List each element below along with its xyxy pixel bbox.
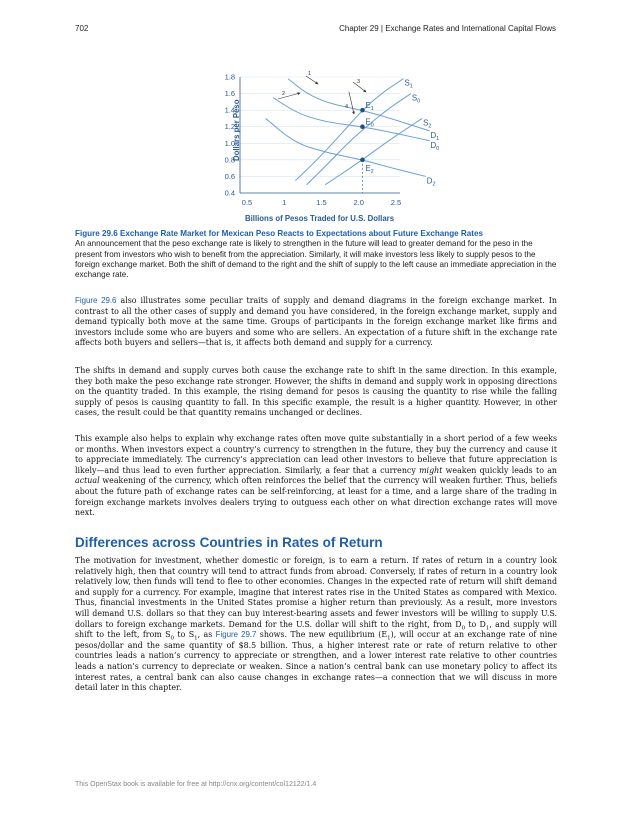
p4-d: to S (174, 630, 195, 640)
p4-f: shows. The new equilibrium (E (256, 630, 388, 640)
curve-label-d1: $D_1$ (430, 130, 440, 142)
p4-e: , as (197, 630, 216, 640)
p4-sub-5: 1 (387, 635, 391, 642)
p4-g: ), will occur at an exchange rate of nine pesos/dollar and the same quantity of $8.5 billion. Thus, a higher interest rate or rate of return relative to other countries leads a nation’s currency to appreciate or strengthen, and a lower interest rate relative to other countries leads a nation’s currency to depreciate or weaken. Since a nation’s central bank can use monetary policy to affect its interest rates, a central bank can also cause changes in exchange rates—a connection that we will discuss in more detail later in this chapter. (75, 630, 558, 693)
y-tick-label: 0.4 (224, 188, 235, 198)
paragraph-1 (75, 296, 557, 349)
paragraph-3-text-b: weaken quickly leads to an (442, 465, 558, 475)
y-tick-label: 1.6 (224, 89, 235, 99)
y-tick-label: 1.0 (224, 138, 235, 148)
exchange-rate-chart (75, 62, 440, 227)
x-tick-label: 1 (282, 198, 287, 207)
curve-d2 (266, 118, 426, 176)
equilibrium-label-e2: $E_2$ (365, 163, 374, 175)
arrow-4 (349, 92, 354, 114)
equilibrium-point-e0 (360, 124, 365, 129)
paragraph-2-text: The shifts in demand and supply curves both cause the exchange rate to shift in the same direction. In this example, they both make the peso exchange rate stronger. However, the shifts in demand and supply work in opposing directions on the quantity traded. In this example, the rising demand for pesos is causing the quantity to rise while the falling supply of pesos is causing quantity to fall. In this specific example, the result is a higher quantity. However, in other cases, the result could be that quantity remains unchanged or declines. (75, 366, 557, 418)
curve-label-d2: $D_2$ (426, 176, 436, 188)
paragraph-1-text: also illustrates some peculiar traits of supply and demand diagrams in the foreign exchange market. In contrast to all the other cases of supply and demand you have considered, in the foreign exchange market, supply and demand typically both move at the same time. Groups of participants in the foreign exchange market like firms and investors include some who are buyers and some who are sellers. An expectation of a future shift in the exchange rate affects both buyers and sellers—that is, it affects both demand and supply for a currency. (75, 296, 557, 348)
arrow-label-2: 2 (282, 91, 286, 97)
chart-grid (240, 77, 400, 176)
x-axis-label: Billions of Pesos Traded for U.S. Dollars (245, 214, 395, 223)
figure-title: Figure 29.6 Exchange Rate Market for Mexican Peso Reacts to Expectations about Future Exchange Rates (75, 229, 483, 238)
x-tick-label: 2.5 (390, 198, 402, 207)
paragraph-3 (75, 434, 557, 519)
x-tick-label: 0.5 (241, 198, 253, 207)
chapter-header: Chapter 29 | Exchange Rates and International Capital Flows (339, 24, 556, 33)
paragraph-3-text-a: This example also helps to explain why exchange rates often move quite substantially in a short period of a few weeks or months. When investors expect a country’s currency to strengthen in the future, they buy the currency and cause it to appreciate immediately. The currency’s appreciation can lead other investors to believe that future appreciation is likely—and thus lead to even further appreciation. Similarly, a fear that a currency (75, 434, 557, 475)
paragraph-4 (75, 556, 557, 694)
figure-29-7-link[interactable]: Figure 29.7 (215, 630, 257, 640)
paragraph-2 (75, 366, 557, 419)
p4-sub-3: 0 (170, 635, 175, 642)
p4-c: , and supply will shift to the left, from S (75, 619, 557, 640)
x-tick-label: 2.0 (353, 198, 364, 207)
equilibrium-point-e1 (360, 108, 365, 113)
page-number: 702 (75, 24, 89, 33)
y-tick-label: 1.4 (224, 105, 235, 115)
y-tick-label: 0.8 (224, 155, 235, 165)
curve-label-d0: $D_0$ (430, 140, 440, 152)
curve-label-s0: $S_0$ (411, 93, 421, 105)
figure-caption-text: An announcement that the peso exchange rate is likely to strengthen in the future will lead to greater demand for the peso in the present from investors who wish to benefit from the appreciation. Similarly, it will make investors less likely to supply pesos to the foreign exchange market. Both the shift of demand to the right and the shift of supply to the left cause an immediate appreciation in the exchange rate. (75, 239, 557, 280)
figure-caption (75, 229, 557, 280)
section-heading: Differences across Countries in Rates of Return (75, 535, 383, 550)
paragraph-3-text-c: weakening of the currency, which often reinforces the belief that the currency will weaken further. Thus, beliefs about the future path of exchange rates can be self-reinforcing, at least for a time, and a large share of the trading in foreign exchange markets involves dealers trying to outguess each other on what direction exchange rates will move next. (75, 476, 557, 518)
equilibrium-label-e0: $E_0$ (365, 117, 374, 129)
equilibrium-point-e2 (360, 158, 365, 163)
emphasis-actual: actual (75, 476, 100, 486)
p4-b: to D (465, 619, 486, 629)
shift-arrows (278, 71, 366, 114)
page-footer: This OpenStax book is available for free at http://cnx.org/content/col12122/1.4 (75, 781, 317, 788)
y-tick-label: 1.8 (224, 72, 235, 82)
arrow-label-3: 3 (357, 79, 361, 85)
curve-s0 (307, 94, 411, 185)
curve-label-s1: $S_1$ (404, 78, 413, 90)
arrow-label-1: 1 (308, 71, 312, 77)
arrow-label-4: 4 (345, 104, 349, 110)
x-tick-label: 1.5 (316, 198, 327, 207)
p4-a: The motivation for investment, whether domestic or foreign, is to earn a return. If rates of return in a country look relatively high, then that country will tend to attract funds from abroad. Conversely, if rates of return in a country look relatively low, then funds will tend to flee to other economies. Changes in the expected rate of return will shift demand and supply for a currency. For example, imagine that interest rates rise in the United States as compared with Mexico. Thus, financial investments in the United States promise a higher return than previously. As a result, more investors will demand U.S. dollars so that they can buy interest-bearing assets and fewer investors will be willing to supply U.S. dollars to foreign exchange markets. Demand for the U.S. dollar will shift to the right, from D (75, 556, 557, 629)
curve-label-s2: $S_2$ (423, 118, 432, 130)
p4-sub-1: 0 (461, 625, 466, 632)
emphasis-might: might (419, 465, 443, 475)
p4-sub-2: 1 (485, 625, 490, 632)
y-tick-label: 0.6 (224, 171, 235, 181)
figure-29-6-link[interactable]: Figure 29.6 (75, 296, 117, 305)
equilibrium-label-e1: $E_1$ (365, 101, 374, 113)
p4-sub-4: 1 (194, 635, 198, 642)
y-axis-label: Dollars per Peso (232, 99, 241, 161)
curve-d0 (273, 98, 432, 141)
y-tick-label: 1.2 (224, 122, 235, 132)
